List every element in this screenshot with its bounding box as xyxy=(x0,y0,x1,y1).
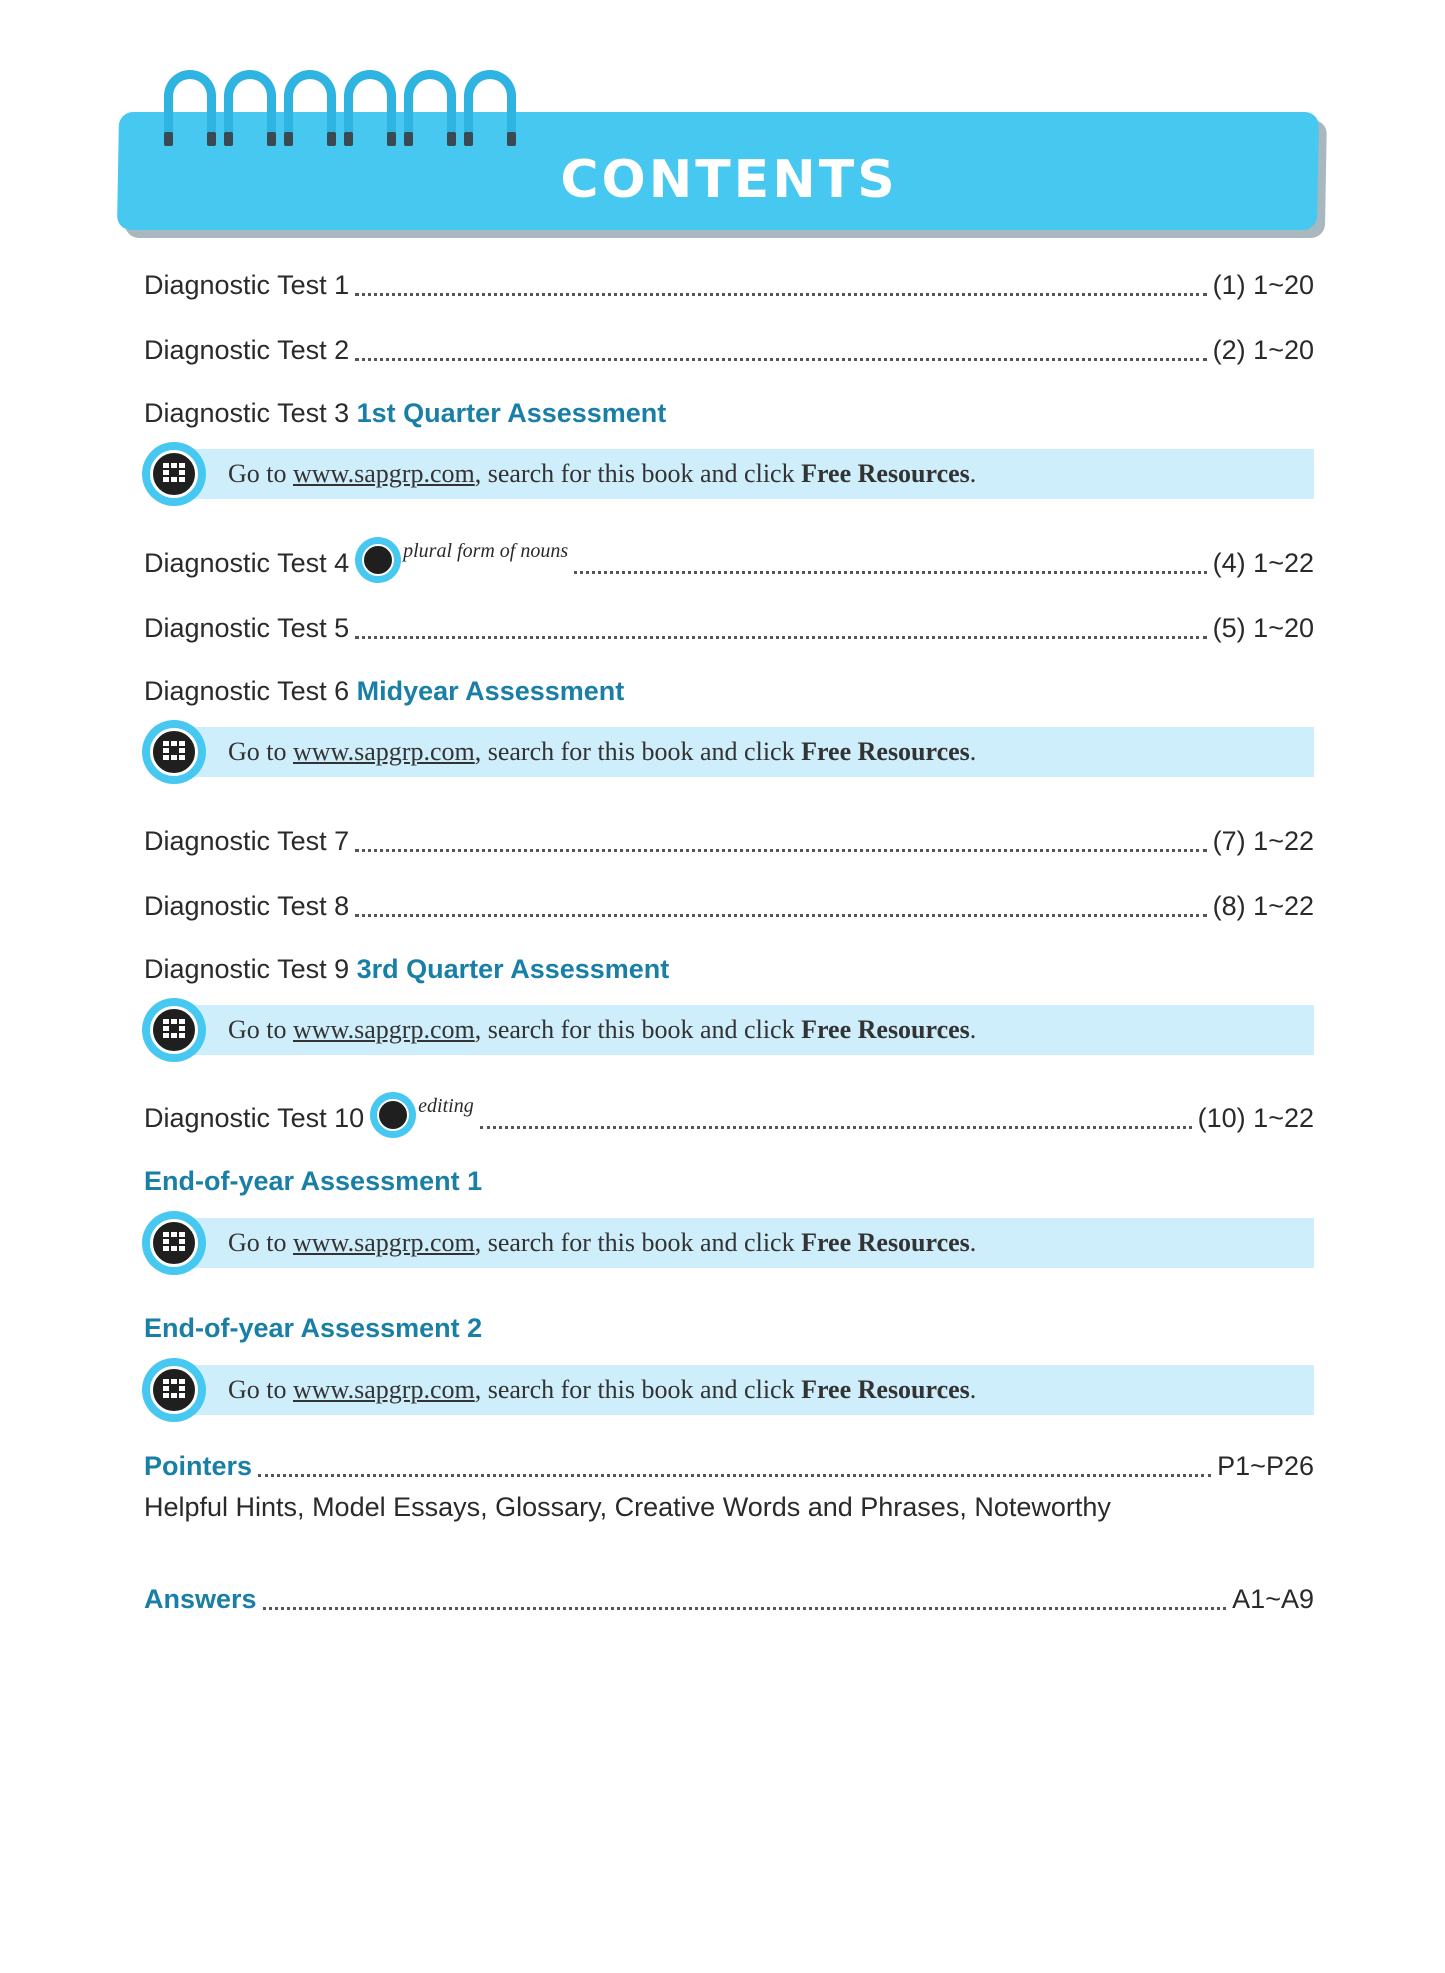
toc-entry-eoy1[interactable]: End-of-year Assessment 1 xyxy=(144,1166,483,1196)
resource-text-prefix: Go to xyxy=(228,1375,287,1404)
toc-entry-dt3[interactable] xyxy=(144,396,666,430)
resource-text-suffix: . xyxy=(969,1375,977,1404)
toc-page: (4) 1~22 xyxy=(1212,548,1314,578)
free-resources-bar xyxy=(176,1218,1314,1268)
pointers-description: Helpful Hints, Model Essays, Glossary, Creative Words and Phrases, Noteworthy xyxy=(144,1492,1111,1522)
resource-link[interactable]: www.sapgrp.com xyxy=(293,1375,475,1404)
page-title: CONTENTS xyxy=(560,150,898,210)
toc-label: Diagnostic Test 9 xyxy=(144,954,350,984)
free-resources-label: Free Resources xyxy=(801,737,970,766)
toc-label: Diagnostic Test 1 xyxy=(144,270,350,300)
free-resources-bar xyxy=(176,1365,1314,1415)
resource-text-prefix: Go to xyxy=(228,737,287,766)
toc-label: Diagnostic Test 6 xyxy=(144,676,350,706)
resource-link[interactable]: www.sapgrp.com xyxy=(293,737,475,766)
resource-link[interactable]: www.sapgrp.com xyxy=(293,1015,475,1044)
free-resources-label: Free Resources xyxy=(801,459,970,488)
resource-text-prefix: Go to xyxy=(228,1228,287,1257)
toc-label: Diagnostic Test 3 xyxy=(144,398,350,428)
toc-page: (2) 1~20 xyxy=(1212,335,1314,365)
free-resources-bar xyxy=(176,727,1314,777)
leader-dots xyxy=(263,1606,1227,1610)
assessment-title: 3rd Quarter Assessment xyxy=(356,954,670,984)
free-resources-label: Free Resources xyxy=(801,1375,970,1404)
leader-dots xyxy=(258,1473,1211,1477)
resource-text-middle: , search for this book and click xyxy=(474,459,795,488)
assessment-title: 1st Quarter Assessment xyxy=(356,398,667,428)
toc-label: Diagnostic Test 5 xyxy=(144,613,350,643)
worksheet-icon xyxy=(142,998,206,1062)
toc-label: Pointers xyxy=(144,1451,253,1481)
assessment-title: Midyear Assessment xyxy=(356,676,625,706)
leader-dots xyxy=(574,570,1207,574)
resource-text-prefix: Go to xyxy=(228,1015,287,1044)
toc-entry-dt9[interactable] xyxy=(144,952,669,986)
toc-label: Diagnostic Test 10 xyxy=(144,1103,365,1133)
leader-dots xyxy=(480,1125,1192,1129)
resource-text-middle: , search for this book and click xyxy=(474,1015,795,1044)
toc-page: (8) 1~22 xyxy=(1212,891,1314,921)
resource-link[interactable]: www.sapgrp.com xyxy=(293,1228,475,1257)
toc-entry-eoy2[interactable]: End-of-year Assessment 2 xyxy=(144,1313,483,1343)
resource-text-middle: , search for this book and click xyxy=(474,1375,795,1404)
resource-link[interactable]: www.sapgrp.com xyxy=(293,459,475,488)
toc-page: (5) 1~20 xyxy=(1212,613,1314,643)
free-resources-bar xyxy=(176,1005,1314,1055)
leader-dots xyxy=(355,357,1207,361)
toc-label: Diagnostic Test 4 xyxy=(144,548,350,578)
toc-page: P1~P26 xyxy=(1217,1451,1314,1481)
toc-entry-dt4[interactable] xyxy=(144,540,1314,580)
topic-note: editing xyxy=(418,1095,474,1117)
resource-text-suffix: . xyxy=(969,1228,977,1257)
worksheet-icon xyxy=(370,1092,416,1138)
free-resources-bar xyxy=(176,449,1314,499)
free-resources-label: Free Resources xyxy=(801,1228,970,1257)
toc-entry-dt8[interactable] xyxy=(144,883,1314,923)
resource-text-suffix: . xyxy=(969,1015,977,1044)
toc-page: (7) 1~22 xyxy=(1212,826,1314,856)
resource-text-suffix: . xyxy=(969,459,977,488)
resource-text-prefix: Go to xyxy=(228,459,287,488)
leader-dots xyxy=(355,848,1207,852)
worksheet-icon xyxy=(142,720,206,784)
resource-text-middle: , search for this book and click xyxy=(474,1228,795,1257)
free-resources-label: Free Resources xyxy=(801,1015,970,1044)
toc-entry-dt1[interactable] xyxy=(144,262,1314,302)
toc-label: Diagnostic Test 7 xyxy=(144,826,350,856)
resource-text-suffix: . xyxy=(969,737,977,766)
toc-page: (10) 1~22 xyxy=(1197,1103,1314,1133)
toc-entry-dt5[interactable] xyxy=(144,605,1314,645)
toc-page: A1~A9 xyxy=(1232,1584,1314,1614)
leader-dots xyxy=(355,635,1207,639)
toc-entry-pointers[interactable] xyxy=(144,1443,1314,1483)
worksheet-icon xyxy=(142,442,206,506)
leader-dots xyxy=(355,292,1207,296)
toc-label: Diagnostic Test 2 xyxy=(144,335,350,365)
toc-entry-dt6[interactable] xyxy=(144,674,624,708)
toc-entry-dt10[interactable] xyxy=(144,1095,1314,1135)
topic-note: plural form of nouns xyxy=(403,540,569,562)
worksheet-icon xyxy=(142,1358,206,1422)
toc-entry-answers[interactable] xyxy=(144,1576,1314,1616)
worksheet-icon xyxy=(142,1211,206,1275)
worksheet-icon xyxy=(355,537,401,583)
toc-entry-dt7[interactable] xyxy=(144,818,1314,858)
toc-entry-dt2[interactable] xyxy=(144,327,1314,367)
leader-dots xyxy=(355,913,1207,917)
toc-label: Answers xyxy=(144,1584,257,1614)
toc-label: Diagnostic Test 8 xyxy=(144,891,350,921)
toc-page: (1) 1~20 xyxy=(1212,270,1314,300)
resource-text-middle: , search for this book and click xyxy=(474,737,795,766)
